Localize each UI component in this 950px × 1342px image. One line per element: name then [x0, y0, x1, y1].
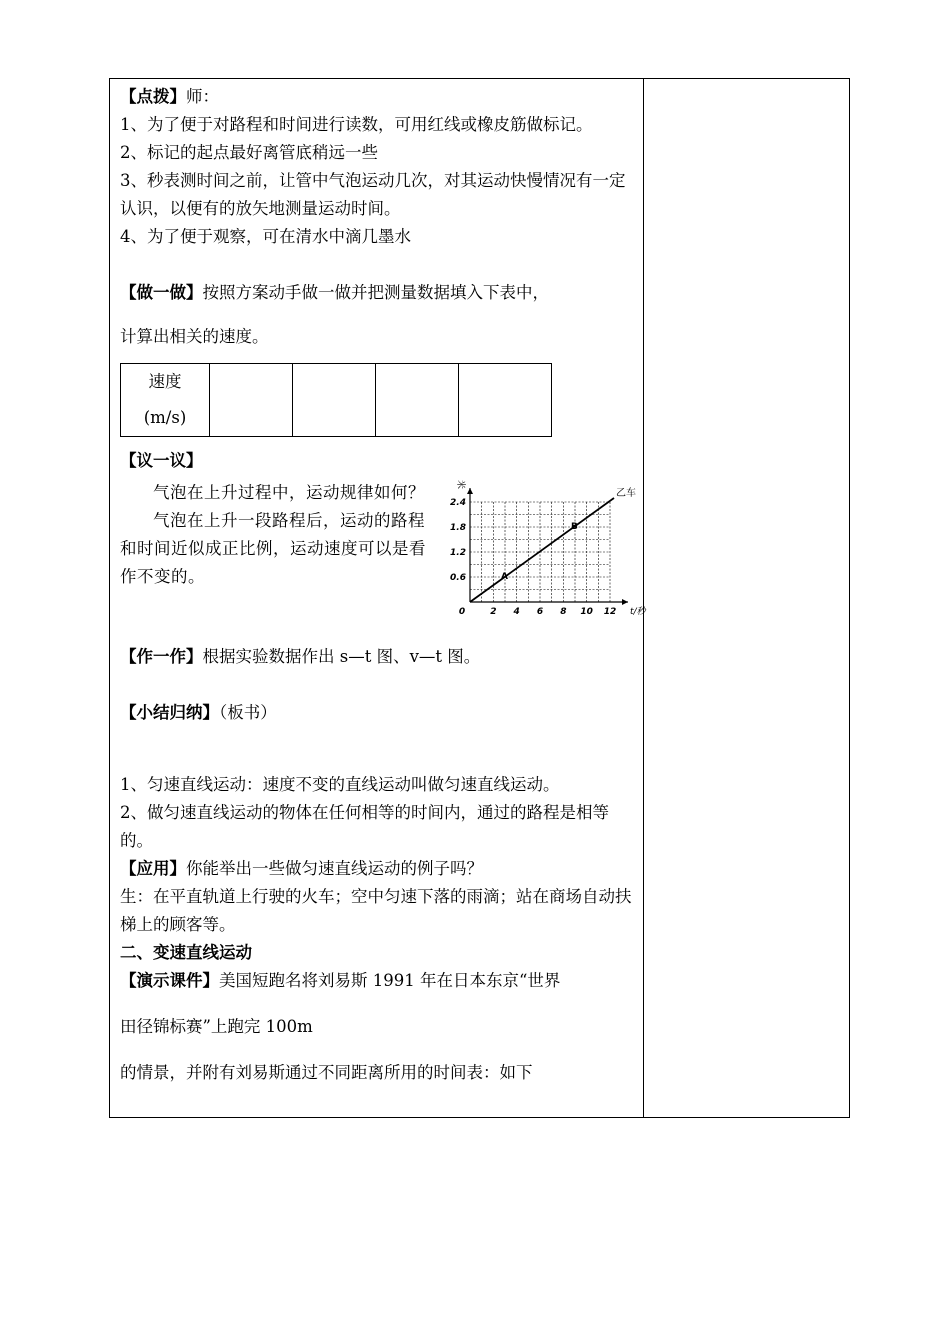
demo-tag: 【演示课件】 — [120, 971, 219, 990]
lesson-table — [109, 78, 850, 1118]
discuss-question: 气泡在上升过程中，运动规律如何？ — [153, 483, 425, 502]
guide-item-1: 1、为了便于对路程和时间进行读数，可用红线或橡皮筋做标记。 — [120, 115, 593, 134]
y-tick-label: 0.6 — [450, 573, 466, 583]
x-tick-label: 10 — [580, 607, 593, 617]
discuss-heading — [120, 447, 634, 475]
summary-item-2: 2、做匀速直线运动的物体在任何相等的时间内，通过的路程是相等的。 — [120, 803, 609, 850]
lesson-content — [120, 83, 646, 1087]
point-label: A — [501, 572, 508, 582]
guide-speaker: 师： — [186, 87, 219, 106]
y-tick-label: 1.2 — [450, 548, 466, 558]
section2-heading: 二、变速直线运动 — [120, 943, 252, 962]
speed-cell — [376, 364, 459, 437]
demo-text-1: 美国短跑名将刘易斯 1991 年在日本东京“世界 — [219, 971, 561, 990]
discuss-answer: 气泡在上升一段路程后，运动的路程和时间近似成正比例，运动速度可以是看作不变的。 — [120, 511, 426, 586]
y-axis-arrow — [467, 488, 473, 494]
summary-note: （板书） — [219, 703, 277, 722]
x-tick-label: 2 — [490, 607, 497, 617]
guide-tag: 【点拨】 — [120, 87, 186, 106]
speed-cell — [293, 364, 376, 437]
summary-item-1: 1、匀速直线运动：速度不变的直线运动叫做匀速直线运动。 — [120, 775, 560, 794]
do-text-2: 计算出相关的速度。 — [120, 327, 269, 346]
x-axis-label: t/秒 — [630, 607, 646, 617]
apply-paragraph — [120, 855, 634, 883]
speed-cell — [459, 364, 552, 437]
series-line — [470, 498, 614, 602]
x-tick-label: 4 — [513, 607, 520, 617]
speed-cell — [210, 364, 293, 437]
do-paragraph — [120, 279, 634, 307]
apply-tag: 【应用】 — [120, 859, 186, 878]
x-tick-label: 12 — [603, 607, 617, 617]
y-tick-label: 2.4 — [450, 498, 466, 508]
guide-item-3: 3、秒表测时间之前，让管中气泡运动几次，对其运动快慢情况有一定认识，以便有的放矢地测量运动时间。 — [120, 171, 626, 218]
x-tick-label: 8 — [560, 607, 567, 617]
discuss-block — [120, 475, 646, 643]
demo-text-3: 的情景，并附有刘易斯通过不同距离所用的时间表：如下 — [120, 1063, 533, 1082]
chart-labels — [455, 480, 648, 617]
table-row — [121, 364, 552, 437]
do-text: 按照方案动手做一做并把测量数据填入下表中， — [202, 283, 549, 302]
guide-item-2: 2、标记的起点最好离管底稍远一些 — [120, 143, 378, 162]
speed-header-label: 速度 — [148, 372, 182, 391]
discuss-tag: 【议一议】 — [120, 451, 203, 470]
demo-text-2: 田径锦标赛”上跑完 100m — [120, 1017, 313, 1036]
series-label: 乙车 — [616, 488, 636, 499]
x-axis-arrow — [622, 599, 628, 605]
apply-answer: 生：在平直轨道上行驶的火车；空中匀速下落的雨滴；站在商场自动扶梯上的顾客等。 — [120, 887, 632, 934]
guide-heading — [120, 83, 634, 111]
discuss-text — [120, 475, 432, 591]
column-divider — [643, 79, 644, 1117]
point-label: B — [571, 522, 578, 532]
speed-header-unit: (m/s) — [143, 408, 187, 427]
x-tick-label: 6 — [536, 607, 544, 617]
distance-time-chart — [442, 477, 646, 627]
demo-paragraph — [120, 967, 634, 995]
summary-heading — [120, 699, 634, 727]
make-paragraph — [120, 643, 634, 671]
y-tick-label: 1.8 — [450, 523, 466, 533]
y-axis-label: 米 — [455, 480, 465, 490]
do-tag: 【做一做】 — [120, 283, 203, 302]
apply-question: 你能举出一些做匀速直线运动的例子吗？ — [186, 859, 483, 878]
chart-series — [470, 498, 614, 602]
guide-item-4: 4、为了便于观察，可在清水中滴几墨水 — [120, 227, 411, 246]
make-text: 根据实验数据作出 s—t 图、v—t 图。 — [202, 647, 481, 666]
speed-header-cell — [121, 364, 210, 437]
x-tick-label: 0 — [458, 607, 466, 617]
speed-table — [120, 363, 552, 437]
summary-tag: 【小结归纳】 — [120, 703, 219, 722]
make-tag: 【作一作】 — [120, 647, 203, 666]
